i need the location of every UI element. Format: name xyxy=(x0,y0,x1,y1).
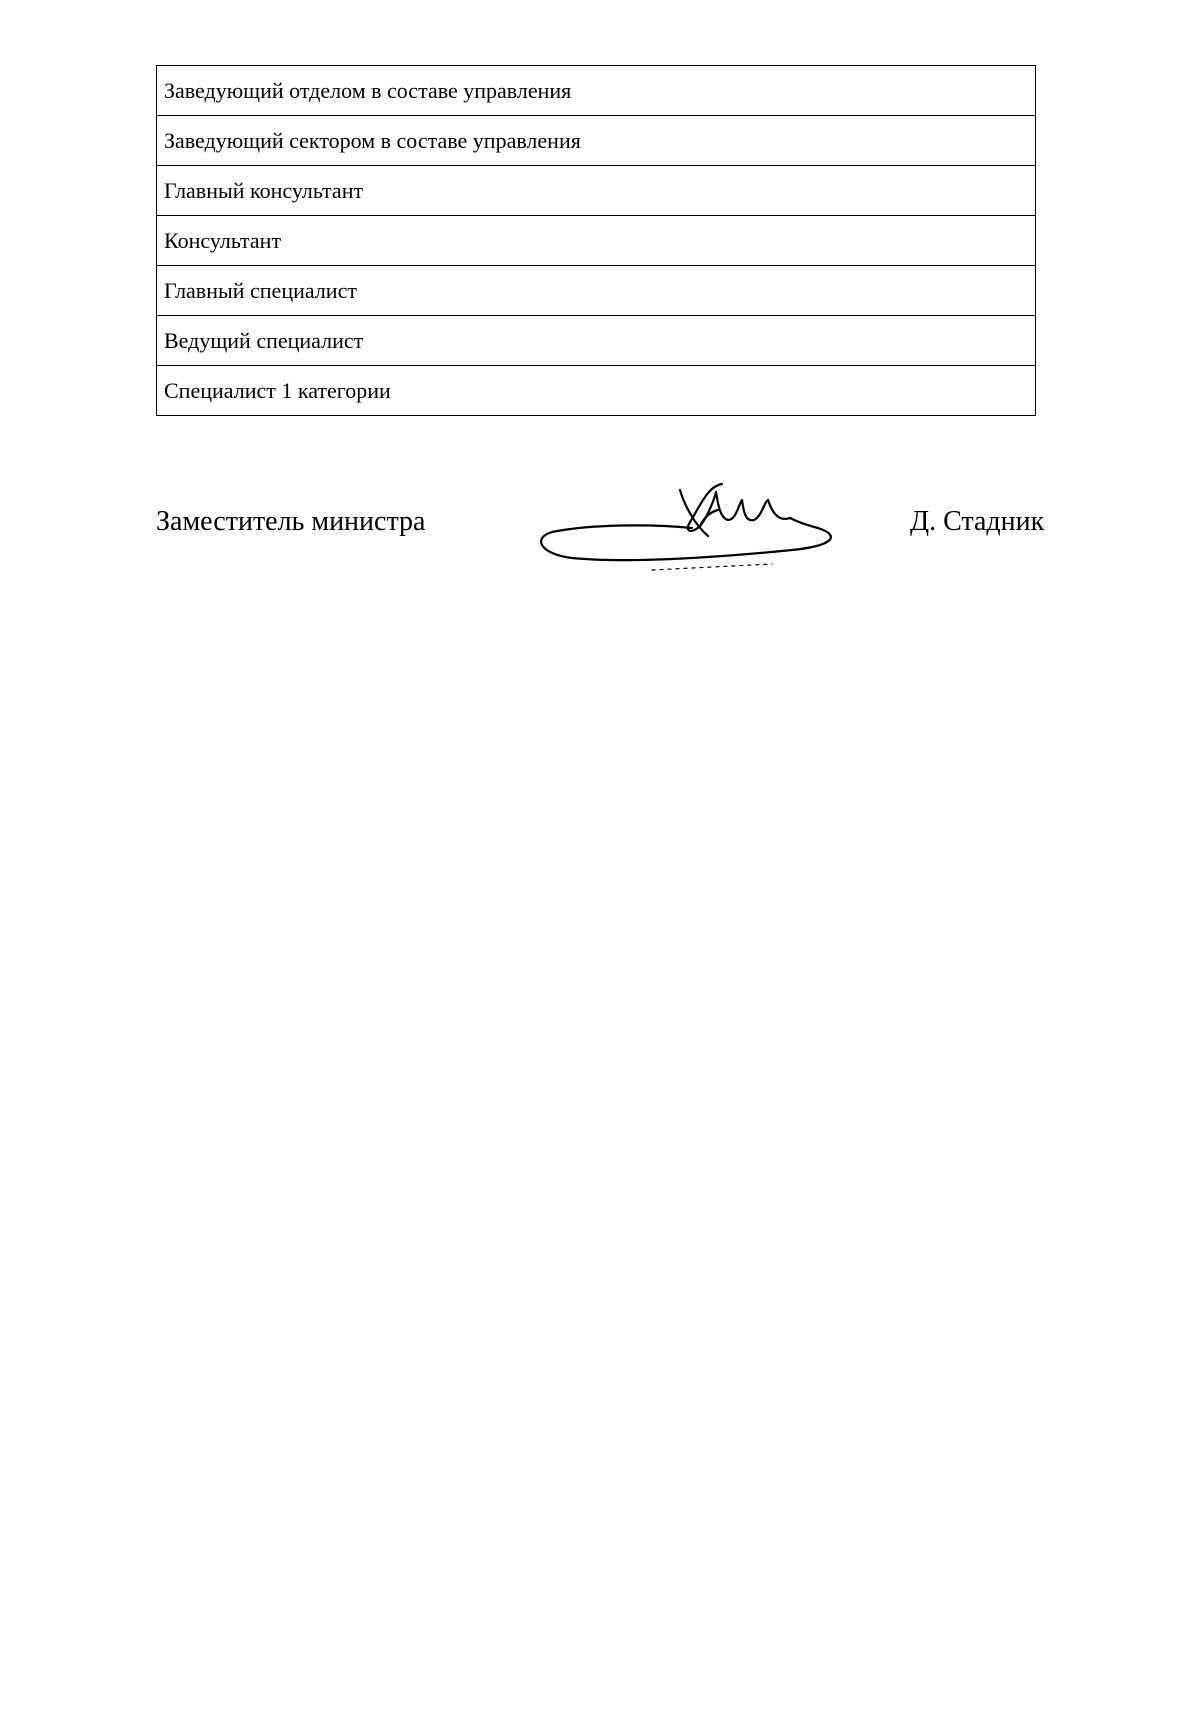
table-row xyxy=(157,116,1036,166)
table-cell: Консультант xyxy=(157,216,1036,266)
table-row xyxy=(157,66,1036,116)
signatory-title: Заместитель министра xyxy=(156,506,426,537)
table-cell: Главный консультант xyxy=(157,166,1036,216)
positions-table xyxy=(156,65,1036,416)
table-row xyxy=(157,316,1036,366)
table-cell: Специалист 1 категории xyxy=(157,366,1036,416)
table-cell: Главный специалист xyxy=(157,266,1036,316)
table-row xyxy=(157,216,1036,266)
table-row xyxy=(157,166,1036,216)
table-row xyxy=(157,266,1036,316)
table-cell: Заведующий отделом в составе управления xyxy=(157,66,1036,116)
signatory-name: Д. Стадник xyxy=(910,506,1045,537)
table-row xyxy=(157,366,1036,416)
handwritten-signature xyxy=(532,470,852,580)
table-cell: Ведущий специалист xyxy=(157,316,1036,366)
table-cell: Заведующий сектором в составе управления xyxy=(157,116,1036,166)
signature-block xyxy=(156,470,1056,580)
